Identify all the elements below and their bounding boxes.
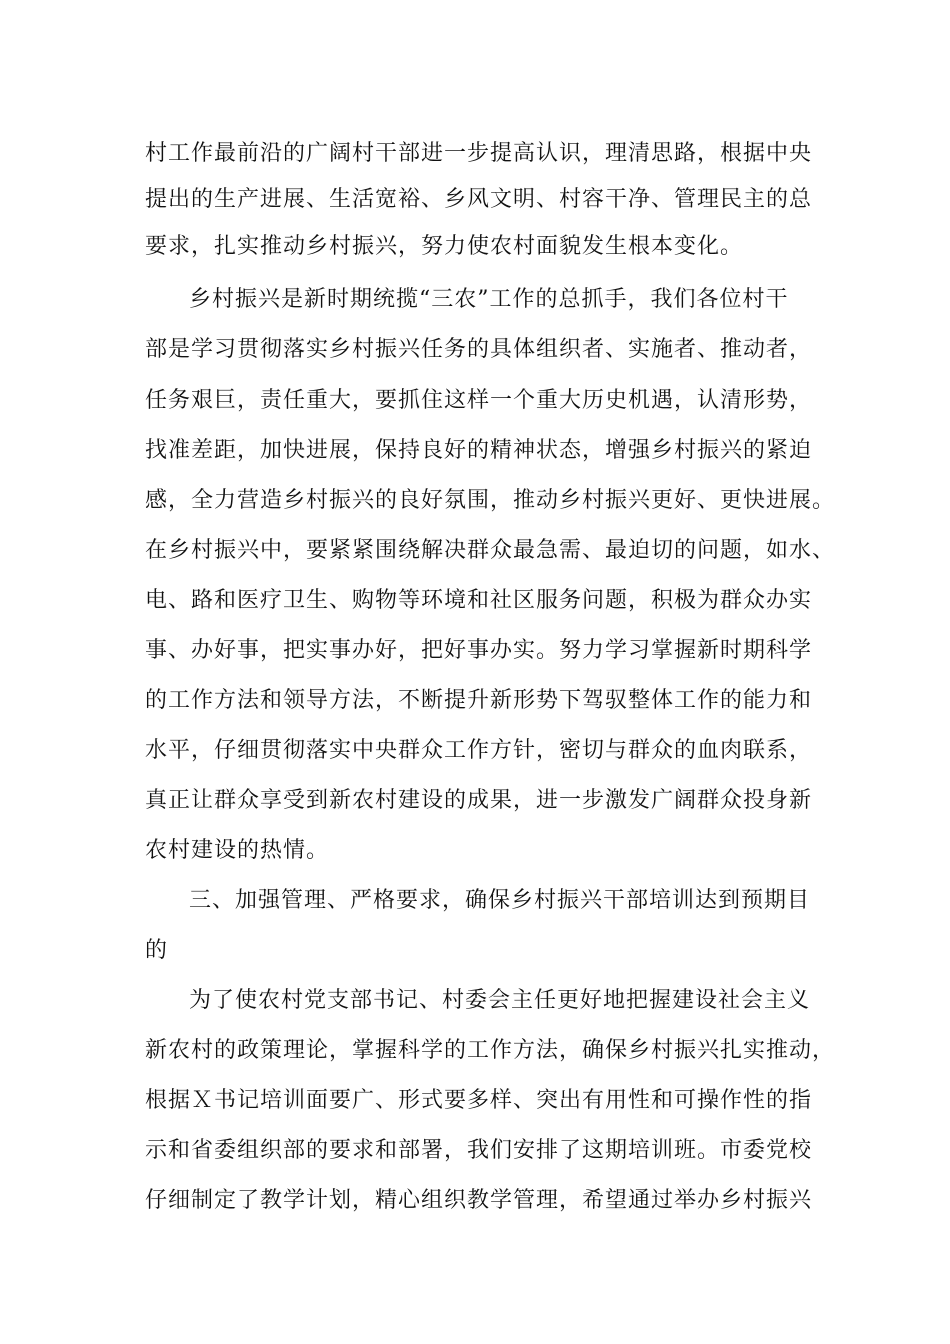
text-line: 事、办好事，把实事办好，把好事办实。努力学习掌握新时期科学 [145,638,813,663]
section-heading-continued: 的 [145,938,169,963]
text-line: 乡村振兴是新时期统揽“三农”工作的总抓手，我们各位村干 [189,287,789,312]
text-line: 新农村的政策理论，掌握科学的工作方法，确保乡村振兴扎实推动， [145,1038,836,1063]
text-line: 的工作方法和领导方法，不断提升新形势下驾驭整体工作的能力和 [145,688,813,713]
text-line: 任务艰巨，责任重大，要抓住这样一个重大历史机遇，认清形势， [145,388,813,413]
text-line: 部是学习贯彻落实乡村振兴任务的具体组织者、实施者、推动者， [145,337,813,362]
text-line: 根据Ｘ书记培训面要广、形式要多样、突出有用性和可操作性的指 [145,1088,813,1113]
text-line: 水平，仔细贯彻落实中央群众工作方针，密切与群众的血肉联系， [145,738,813,763]
text-line: 提出的生产进展、生活宽裕、乡风文明、村容干净、管理民主的总 [145,187,813,212]
text-line: 感，全力营造乡村振兴的良好氛围，推动乡村振兴更好、更快进展。 [145,488,836,513]
text-line: 村工作最前沿的广阔村干部进一步提高认识，理清思路，根据中央 [145,141,813,166]
text-line: 农村建设的热情。 [145,838,330,863]
text-line: 找准差距，加快进展，保持良好的精神状态，增强乡村振兴的紧迫 [145,438,813,463]
text-line: 在乡村振兴中，要紧紧围绕解决群众最急需、最迫切的问题，如水、 [145,538,836,563]
text-line: 要求，扎实推动乡村振兴，努力使农村面貌发生根本变化。 [145,234,744,259]
text-line: 真正让群众享受到新农村建设的成果，进一步激发广阔群众投身新 [145,788,813,813]
text-line: 仔细制定了教学计划，精心组织教学管理，希望通过举办乡村振兴 [145,1188,813,1213]
text-line: 电、路和医疗卫生、购物等环境和社区服务问题，积极为群众办实 [145,588,813,613]
text-line: 为了使农村党支部书记、村委会主任更好地把握建设社会主义 [189,988,811,1013]
section-heading: 三、加强管理、严格要求，确保乡村振兴干部培训达到预期目 [189,888,811,913]
text-line: 示和省委组织部的要求和部署，我们安排了这期培训班。市委党校 [145,1138,813,1163]
